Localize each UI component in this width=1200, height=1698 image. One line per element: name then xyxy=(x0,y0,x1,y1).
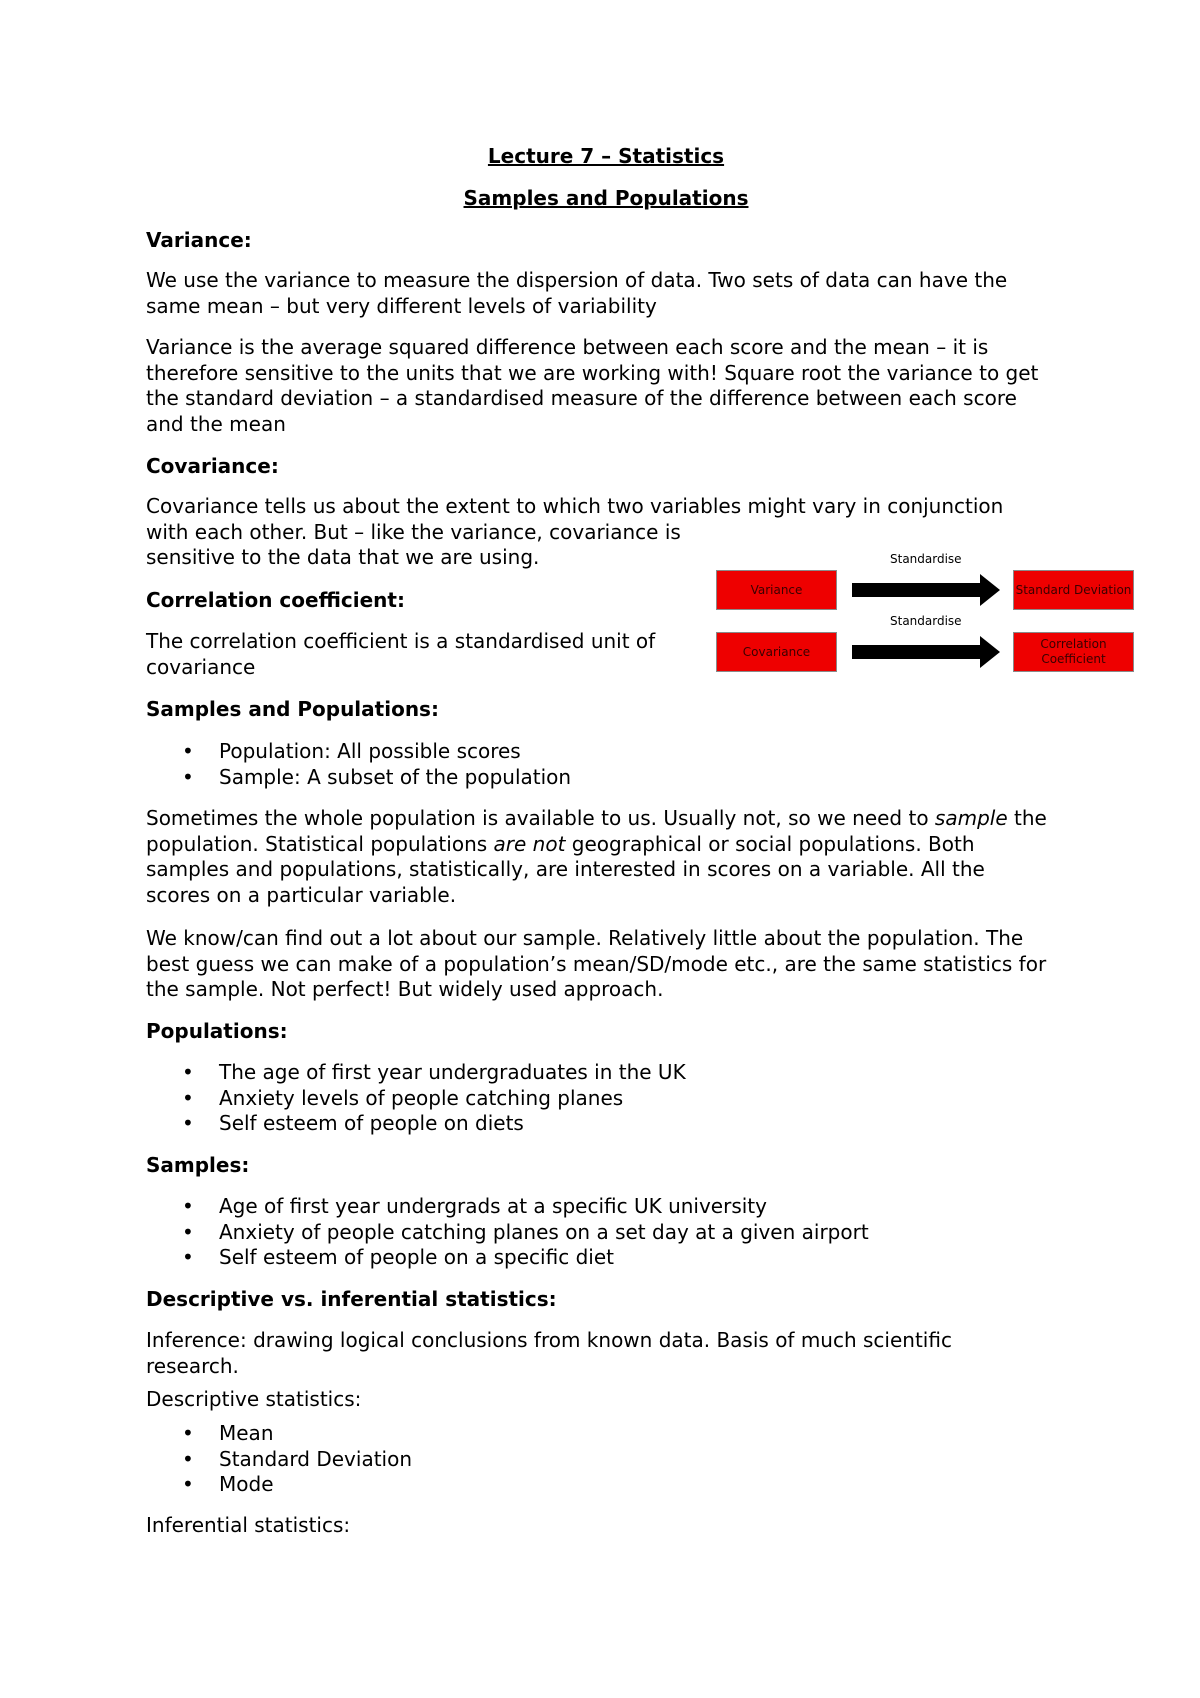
text-line: Covariance tells us about the extent to which two variables might vary in conjunction xyxy=(146,494,1004,518)
bullet-icon: • xyxy=(182,1194,194,1218)
covariance-heading: Covariance: xyxy=(146,454,279,478)
standard-deviation-box: Standard Deviation xyxy=(1013,570,1134,610)
variance-box: Variance xyxy=(716,570,837,610)
page-title: Lecture 7 – Statistics xyxy=(487,144,725,168)
text-line: the sample. Not perfect! But widely used approach. xyxy=(146,977,664,1001)
arrow-label: Standardise xyxy=(890,614,962,628)
text-line: We know/can find out a lot about our sample. Relatively little about the population. The xyxy=(146,926,1024,950)
variance-paragraph-1 xyxy=(146,268,1007,319)
bullet-icon: • xyxy=(182,1446,194,1471)
text-line: same mean – but very different levels of variability xyxy=(146,293,657,318)
samples-populations-paragraph-1 xyxy=(146,806,1047,908)
correlation-coefficient-box: Correlation Coefficient xyxy=(1013,632,1134,672)
text-line: Inference: drawing logical conclusions from known data. Basis of much scientific xyxy=(146,1328,952,1352)
list-item: • The age of first year undergraduates in the UK xyxy=(182,1060,686,1084)
text-line: We use the variance to measure the dispersion of data. Two sets of data can have the xyxy=(146,268,1008,292)
text-line: best guess we can make of a population’s mean/SD/mode etc., are the same statistics for xyxy=(146,951,1047,976)
text-line: covariance xyxy=(146,654,256,679)
text-line: and the mean xyxy=(146,411,286,436)
variance-heading: Variance: xyxy=(146,228,252,252)
bullet-icon: • xyxy=(182,1060,194,1084)
bullet-icon: • xyxy=(182,1111,194,1135)
text-line: scores on a particular variable. xyxy=(146,882,457,907)
covariance-box: Covariance xyxy=(716,632,837,672)
text-line: with each other. But – like the variance, covariance is xyxy=(146,519,681,544)
correlation-paragraph xyxy=(146,629,655,680)
samples-heading: Samples: xyxy=(146,1153,250,1177)
arrow-label: Standardise xyxy=(890,552,962,566)
text-line: therefore sensitive to the units that we are working with! Square root the variance to get xyxy=(146,360,1039,385)
inferential-label: Inferential statistics: xyxy=(146,1513,351,1537)
descriptive-inferential-heading: Descriptive vs. inferential statistics: xyxy=(146,1287,557,1311)
bullet-icon: • xyxy=(182,1421,194,1445)
list-item: • Population: All possible scores xyxy=(182,739,521,763)
bullet-icon: • xyxy=(182,1085,194,1110)
correlation-heading: Correlation coefficient: xyxy=(146,588,405,612)
bullet-icon: • xyxy=(182,1245,194,1269)
populations-heading: Populations: xyxy=(146,1019,288,1043)
text-line: the standard deviation – a standardised measure of the difference between each score xyxy=(146,386,1017,410)
populations-list xyxy=(146,1060,686,1137)
text-line: population. Statistical populations are not geographical or social populations. Both xyxy=(146,831,975,856)
text-line: sensitive to the data that we are using. xyxy=(146,545,540,569)
bullet-icon: • xyxy=(182,1219,194,1244)
standardise-diagram xyxy=(716,552,1136,678)
right-arrow-icon xyxy=(852,574,1000,606)
text-line: The correlation coefficient is a standardised unit of xyxy=(146,629,656,653)
right-arrow-icon xyxy=(852,636,1000,668)
text-line: Sometimes the whole population is available to us. Usually not, so we need to sample the xyxy=(146,806,1047,830)
list-item: • Standard Deviation xyxy=(182,1446,413,1471)
samples-populations-heading: Samples and Populations: xyxy=(146,697,439,721)
list-item: • Age of first year undergrads at a specific UK university xyxy=(182,1194,767,1218)
page-subtitle: Samples and Populations xyxy=(463,186,749,210)
list-item: • Self esteem of people on diets xyxy=(182,1111,524,1135)
samples-populations-paragraph-2 xyxy=(146,926,1046,1003)
list-item: • Anxiety of people catching planes on a set day at a given airport xyxy=(182,1219,869,1244)
text-line: Variance is the average squared difference between each score and the mean – it is xyxy=(146,335,989,359)
inference-paragraph xyxy=(146,1328,952,1379)
samples-populations-list xyxy=(146,739,571,790)
descriptive-list xyxy=(146,1421,412,1498)
bullet-icon: • xyxy=(182,1472,194,1496)
variance-paragraph-2 xyxy=(146,335,1038,437)
list-item: • Self esteem of people on a specific diet xyxy=(182,1245,614,1269)
list-item: • Anxiety levels of people catching planes xyxy=(182,1085,624,1110)
list-item: • Mode xyxy=(182,1472,274,1496)
bullet-icon: • xyxy=(182,739,194,763)
text-line: samples and populations, statistically, are interested in scores on a variable. All the xyxy=(146,857,985,881)
list-item: • Mean xyxy=(182,1421,274,1445)
descriptive-label: Descriptive statistics: xyxy=(146,1387,362,1411)
samples-list xyxy=(146,1194,869,1271)
bullet-icon: • xyxy=(182,764,194,789)
text-line: research. xyxy=(146,1353,239,1378)
list-item: • Sample: A subset of the population xyxy=(182,764,572,789)
